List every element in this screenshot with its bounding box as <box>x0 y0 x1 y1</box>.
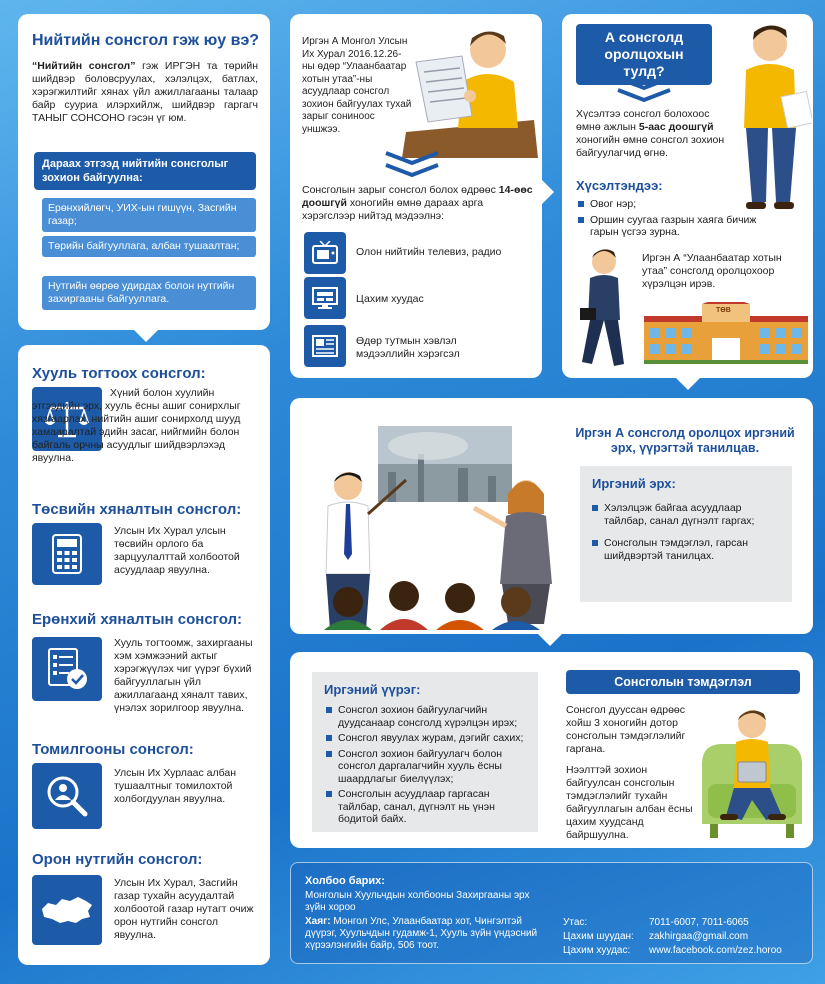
web-link[interactable]: www.facebook.com/zez.horoo <box>649 945 782 956</box>
panel-pointer <box>538 634 562 646</box>
record-header: Сонсголын тэмдэглэл <box>566 670 800 694</box>
requirement-item: Оршин суугаа газрын хаяга бичиж гарын үсгээ зурна. <box>576 214 766 239</box>
rights-item: Сонсголын тэмдэглэл, гарсан шийдвэртэй танилцах. <box>590 537 782 562</box>
classroom-illustration <box>308 424 570 630</box>
channel-label: Олон нийтийн телевиз, радио <box>356 246 502 258</box>
man-reading-newspaper-illustration <box>402 24 538 158</box>
tv-icon <box>304 232 346 274</box>
duties-box-title: Иргэний үүрэг: <box>324 682 421 697</box>
record-text-1: Сонсгол дууссан өдрөөс хойш 3 хоногийн дотор сонсголын тэмдэглэлийг гаргана. <box>566 704 686 755</box>
type-title: Төсвийн хяналтын сонсгол: <box>32 501 242 518</box>
newspaper-icon <box>304 325 346 367</box>
participate-story: Иргэн А “Улаанбаатар хотын утаа” сонсголд оролцохоор хүрэлцэн ирэв. <box>642 252 782 290</box>
duty-item: Сонсгол явуулах журам, дэгийг сахих; <box>324 732 530 745</box>
requirements-list <box>576 198 766 242</box>
types-panel <box>18 345 270 965</box>
contact-address <box>305 916 555 952</box>
rights-title: Иргэн А сонсголд оролцох иргэний эрх, үүрэгтэй танилцав. <box>575 426 795 455</box>
mongolia-map-icon <box>32 875 102 945</box>
what-is-panel <box>18 14 270 330</box>
monitor-icon <box>304 277 346 319</box>
rights-list <box>590 502 782 565</box>
announcement-notice <box>302 184 534 223</box>
address-value: Монгол Улс, Улаанбаатар хот, Чингэлтэй дүүрэг, Хуульчдын гудамж-1, Хууль зүйн үндэсний хүрээлэнгийн байр, 506 тоот. <box>305 916 538 951</box>
definition-bold: “Нийтийн сонсгол” <box>32 60 136 72</box>
panel-pointer <box>134 330 158 342</box>
definition-rest: гэж ИРГЭН та төрийн шийдвэр боловсруулах, хэлэлцэх, батлах, хэрэгжилтийг хянах үйл ажиллагааны талаар байр сууриа илэрхийлж, шийдвэр гаргагч ТАНЫГ СОНСОНО гэсэн үг юм. <box>32 60 259 124</box>
duty-item: Сонсгол зохион байгуулагч болон сонсгол даргалагчийн хууль ёсны шаардлагыг биелүүлэх; <box>324 748 530 786</box>
chevron-down-icon <box>382 149 442 184</box>
parliament-building-illustration <box>644 302 808 364</box>
desc-pre: Хүсэлтээ сонсгол болохоос өмнө ажлын <box>576 108 710 133</box>
phone-label: Утас: <box>563 917 588 928</box>
desc-bold: 5-аас доошгүй <box>638 121 714 133</box>
contact-org: Монголын Хуульчдын холбооны Захиргааны эрх зүйн хороо <box>305 890 530 913</box>
announcement-panel <box>290 14 542 378</box>
duty-item: Сонсголын асуудлаар гаргасан тайлбар, санал, дүгнэлт нь үнэн бодитой байх. <box>324 788 530 826</box>
man-holding-paper-illustration <box>726 18 812 210</box>
type-title: Ерөнхий хяналтын сонсгол: <box>32 611 243 628</box>
participate-header: А сонсголд оролцохын тулд? <box>576 24 712 85</box>
record-text-2: Нээлттэй зохион байгуулсан сонсголын тэмдэглэлийг тухайн байгууллагын албан ёсны цахим хуудсанд байршуулна. <box>566 764 693 841</box>
email-label: Цахим шуудан: <box>563 931 634 942</box>
email-link[interactable]: zakhirgaa@gmail.com <box>649 931 749 942</box>
participate-desc <box>576 108 728 160</box>
notice-pre: Сонсголын зарыг сонсгол болох өдрөөс <box>302 184 499 196</box>
organizer-item: Ерөнхийлөгч, УИХ-ын гишүүн, Засгийн газар; <box>42 198 256 232</box>
type-desc: Хүний болон хуулийн этгээдийн эрх, хууль ёсны ашиг сонирхлыг хязгаарлах, нийтийн ашиг сонирхолд шууд хамааралтай эдийн засаг, нийгмийн болон байгаль орчны асуудлыг шийдвэрлэхэд явуулна. <box>32 387 241 464</box>
rights-item: Хэлэлцэж байгаа асуудлаар тайлбар, санал дүгнэлт гаргах; <box>590 502 782 527</box>
announcement-story: Иргэн А Монгол Улсын Их Хурал 2016.12.26-ны өдөр “Улаанбаатар хотын утаа”-ны асуудлаар сонсгол зохион байгуулах тухай зарыг сониноос уншжээ. <box>302 36 412 135</box>
type-desc: Хууль тогтоомж, захиргааны хэм хэмжээний актыг хэрэгжүүлэх чиг үүрэг бүхий байгууллагын үйл ажиллагаанд хяналт тавих, үнэлэх зорилгоор явуулна. <box>114 637 253 714</box>
organizer-item: Нутгийн өөрөө удирдах болон нутгийн захиргааны байгууллага. <box>42 276 256 310</box>
organizer-item: Төрийн байгууллага, албан тушаалтан; <box>42 236 256 257</box>
address-label: Хаяг: <box>305 916 331 927</box>
requirements-title: Хүсэлтэндээ: <box>576 178 663 193</box>
rights-panel <box>290 398 813 634</box>
duties-box <box>312 672 538 832</box>
participate-panel <box>562 14 813 378</box>
definition-text <box>32 60 258 125</box>
panel-pointer <box>676 378 700 390</box>
building-sign: ТӨВ <box>716 307 731 314</box>
phone-value: 7011-6007, 7011-6065 <box>649 917 749 928</box>
type-desc: Улсын Их Хурал улсын төсвийн орлого ба зарцуулалттай холбоотой асуудлаар явуулна. <box>114 525 240 576</box>
requirement-item: Овог нэр; <box>576 198 766 211</box>
man-on-armchair-tablet-illustration <box>698 704 806 840</box>
type-title: Орон нутгийн сонсгол: <box>32 851 203 868</box>
chevron-down-icon <box>614 74 674 109</box>
walking-man-illustration <box>574 246 632 372</box>
notice-post: хоногийн өмнө дараах арга хэрэгслээр нийтэд мэдээлнэ: <box>302 197 484 222</box>
contact-box <box>290 862 813 964</box>
duties-list <box>324 704 530 829</box>
type-desc: Улсын Их Хурал, Засгийн газар тухайн асуудалтай холбоотой газар нутагт очиж орон нутгийн сонсгол явуулна. <box>114 877 254 941</box>
duty-item: Сонсгол зохион байгуулагчийн дуудсанаар сонсголд хүрэлцэн ирэх; <box>324 704 530 729</box>
panel-pointer <box>542 180 554 204</box>
type-title: Томилгооны сонсгол: <box>32 741 194 758</box>
channel-label: Өдөр тутмын хэвлэл мэдээллийн хэрэгсэл <box>356 335 460 360</box>
magnifier-person-icon <box>32 763 102 829</box>
rights-box-title: Иргэний эрх: <box>592 476 676 491</box>
contact-title: Холбоо барих: <box>305 875 385 887</box>
web-label: Цахим хуудас: <box>563 945 631 956</box>
what-is-title: Нийтийн сонсгол гэж юу вэ? <box>32 32 260 49</box>
channel-label: Цахим хуудас <box>356 293 424 305</box>
notice-bold: 14-өөс доошгүй <box>302 184 533 209</box>
type-title: Хууль тогтоох сонсгол: <box>32 365 206 382</box>
type-desc: Улсын Их Хурлаас албан тушаалтныг томилохтой холбогдуулан явуулна. <box>114 767 237 805</box>
calculator-icon <box>32 523 102 585</box>
desc-post: хоногийн өмнө сонсгол зохион байгуулагчид өгнө. <box>576 134 725 159</box>
checklist-icon <box>32 637 102 701</box>
rights-box <box>580 466 792 602</box>
duties-panel <box>290 652 813 848</box>
organizers-header: Дараах этгээд нийтийн сонсголыг зохион байгуулна: <box>34 152 256 190</box>
